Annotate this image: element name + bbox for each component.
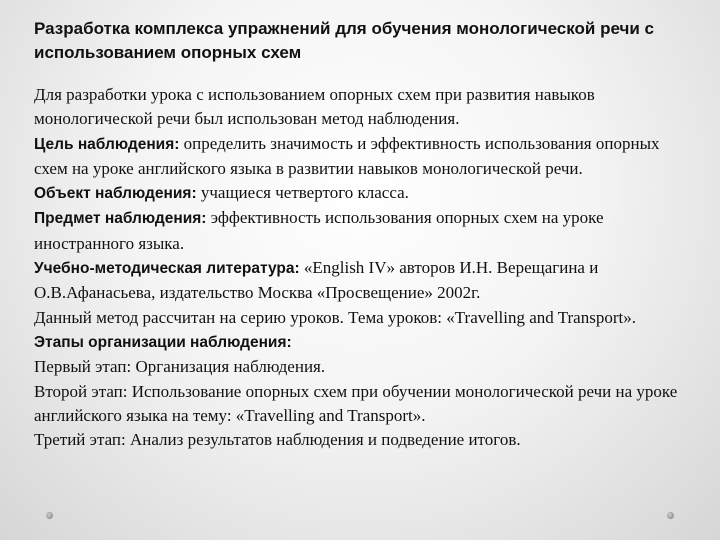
subject-text: эффективность использования опорных схем на уроке иностранного языка. — [34, 208, 604, 253]
goal-label: Цель наблюдения: — [34, 135, 180, 153]
intro-paragraph: Для разработки урока с использованием опорных схем при развития навыков монологической речи был использован метод наблюдения. — [34, 85, 595, 129]
object-text: учащиеся четвертого класса. — [196, 183, 409, 203]
stage-item: Второй этап: Использование опорных схем при обучении монологической речи на уроке английского языка на тему: «Travelling and Transport». — [34, 381, 678, 425]
goal-paragraph — [34, 132, 694, 182]
object-paragraph — [34, 181, 694, 206]
stages-label: Этапы организации наблюдения: — [34, 333, 292, 351]
decorative-dot-right — [667, 512, 674, 519]
subject-paragraph — [34, 206, 694, 256]
stages-heading — [34, 330, 694, 355]
literature-paragraph — [34, 256, 694, 306]
method-note: Данный метод рассчитан на серию уроков. Тема уроков: «Travelling and Transport». — [34, 307, 636, 327]
object-label: Объект наблюдения: — [34, 185, 197, 203]
goal-text: определить значимость и эффективность использования опорных схем на уроке английского языка в развитии навыков монологической речи. — [34, 133, 660, 178]
decorative-dot-left — [46, 512, 53, 519]
stage-item: Третий этап: Анализ результатов наблюдения и подведение итогов. — [34, 430, 521, 450]
slide-title: Разработка комплекса упражнений для обучения монологической речи с использованием опорных схем — [34, 19, 655, 62]
subject-label: Предмет наблюдения: — [34, 210, 207, 228]
literature-label: Учебно-методическая литература: — [34, 260, 300, 278]
slide-body — [34, 83, 694, 452]
literature-text: «English IV» авторов И.Н. Верещагина и О.В.Афанасьева, издательство Москва «Просвещение» 2002г. — [34, 258, 599, 303]
stage-item: Первый этап: Организация наблюдения. — [34, 357, 326, 377]
